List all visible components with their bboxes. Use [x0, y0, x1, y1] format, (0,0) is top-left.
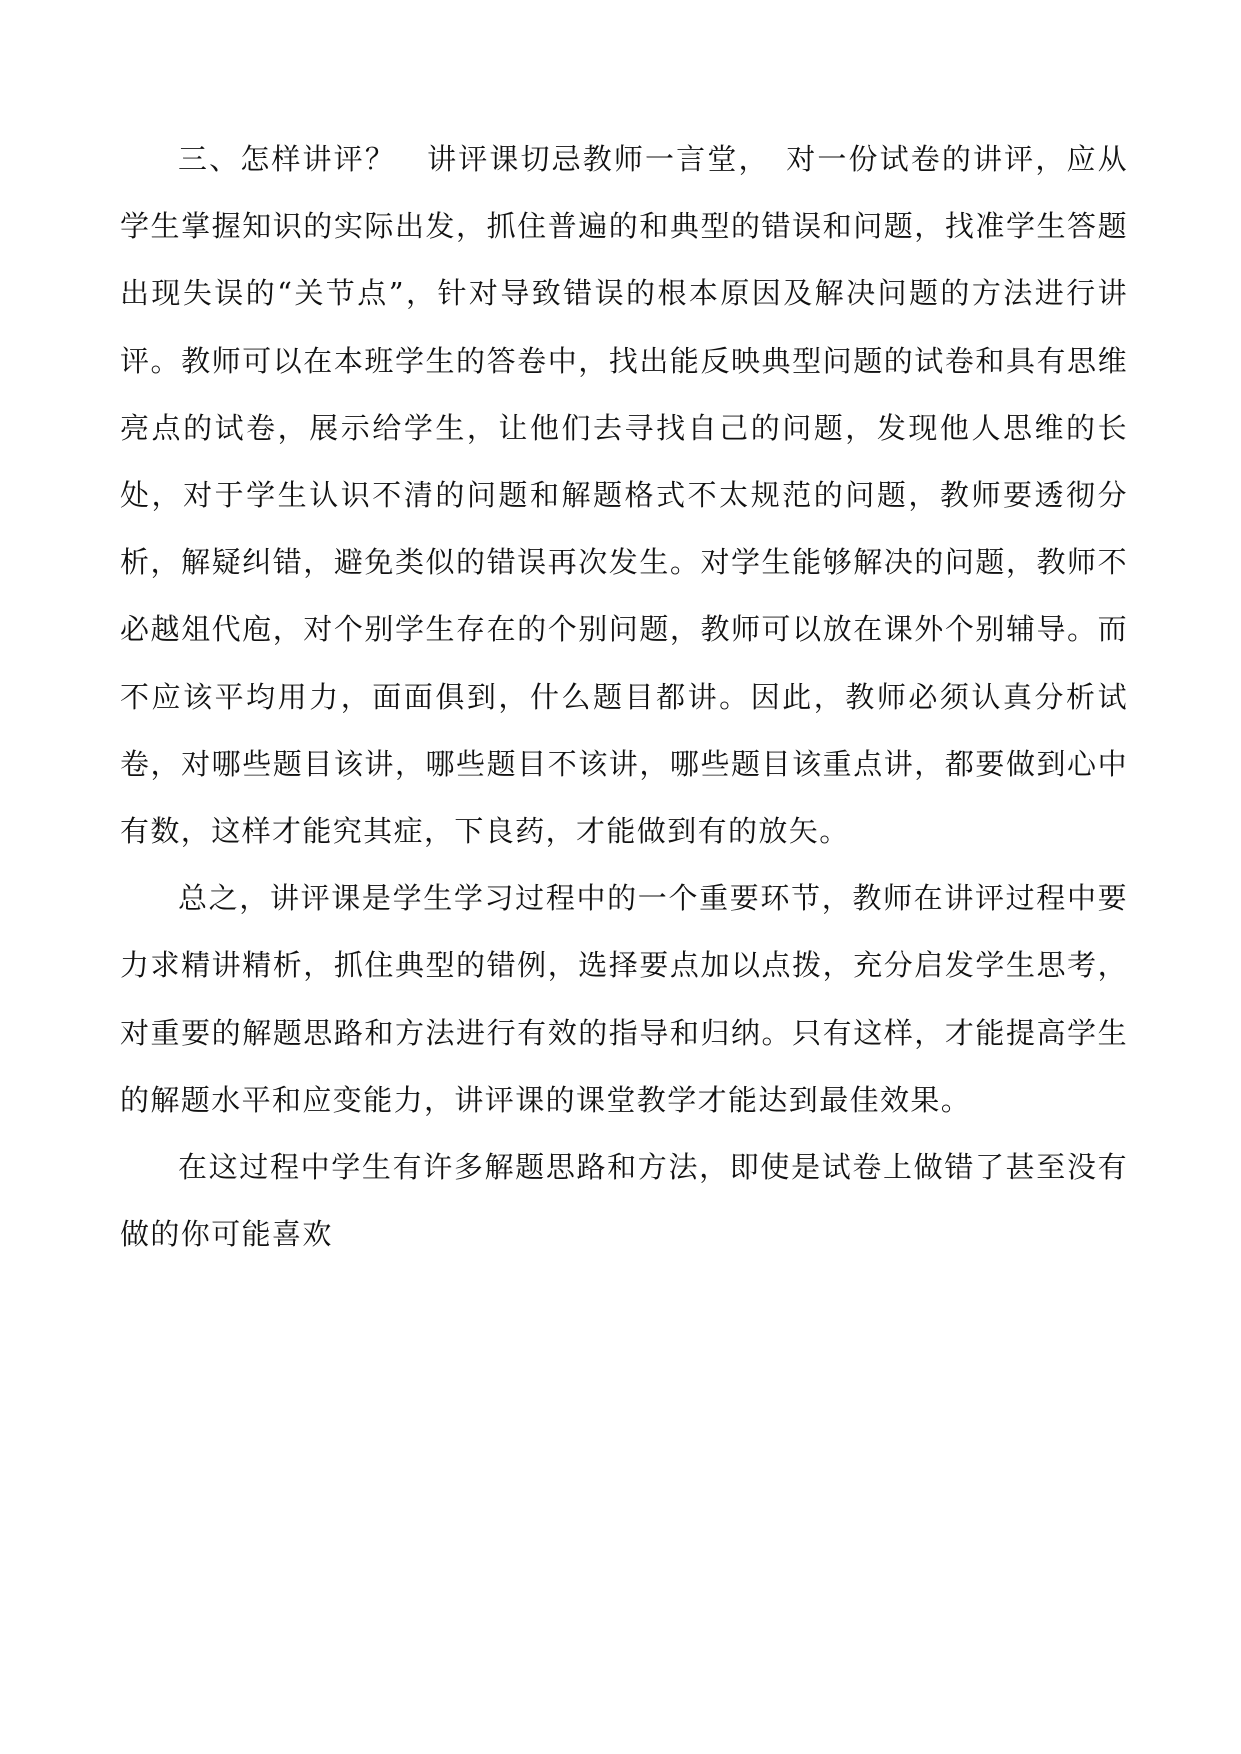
paragraph-closing: 在这过程中学生有许多解题思路和方法，即使是试卷上做错了甚至没有做的你可能喜欢 [120, 1150, 1128, 1252]
paragraph-summary: 总之，讲评课是学生学习过程中的一个重要环节，教师在讲评过程中要力求精讲精析，抓住典型的错例，选择要点加以点拨，充分启发学生思考，对重要的解题思路和方法进行有效的指导和归纳。只有这样，才能提高学生的解题水平和应变能力，讲评课的课堂教学才能达到最佳效果。 [120, 881, 1128, 1117]
paragraph-evaluation-method: 三、怎样讲评？ 讲评课切忌教师一言堂， 对一份试卷的讲评，应从学生掌握知识的实际出发，抓住普遍的和典型的错误和问题，找准学生答题出现失误的“关节点”，针对导致错误的根本原因及解决问题的方法进行讲评。教师可以在本班学生的答卷中，找出能反映典型问题的试卷和具有思维亮点的试卷，展示给学生，让他们去寻找自己的问题，发现他人思维的长处，对于学生认识不清的问题和解题格式不太规范的问题，教师要透彻分析，解疑纠错，避免类似的错误再次发生。对学生能够解决的问题，教师不必越俎代庖，对个别学生存在的个别问题，教师可以放在课外个别辅导。而不应该平均用力，面面俱到，什么题目都讲。因此，教师必须认真分析试卷，对哪些题目该讲，哪些题目不该讲，哪些题目该重点讲，都要做到心中有数，这样才能究其症，下良药，才能做到有的放矢。 [120, 142, 1128, 849]
document-body [120, 126, 1128, 1268]
